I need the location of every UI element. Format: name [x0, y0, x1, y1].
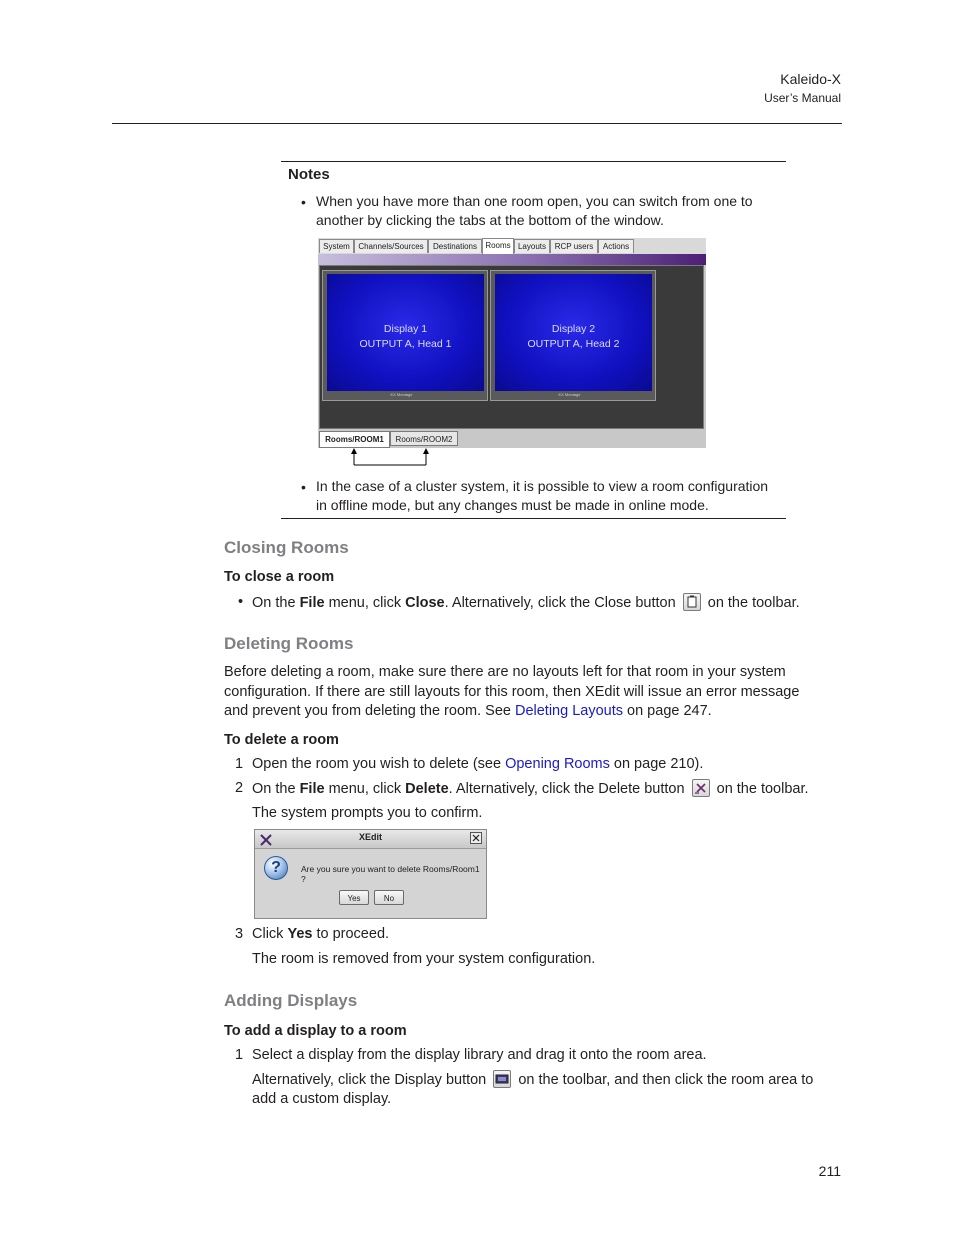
step-number: 1 — [235, 1047, 244, 1063]
notes-bullet-2-line1: In the case of a cluster system, it is possible to view a room configuration — [316, 478, 769, 494]
procedure-heading-delete-room: To delete a room — [224, 732, 339, 748]
section-heading-deleting-rooms: Deleting Rooms — [224, 634, 354, 653]
display-1-name: Display 1 — [383, 323, 428, 335]
notes-bullet-2 — [316, 477, 768, 514]
tab-rooms[interactable]: Rooms — [482, 238, 514, 254]
tab-destinations[interactable]: Destinations — [428, 239, 482, 253]
room-header-bar — [318, 254, 706, 265]
deleting-paragraph-line: configuration. If there are still layouts for this room, then XEdit will issue an error message — [224, 683, 800, 700]
delete-step-text: Click — [252, 926, 288, 942]
yes-label: Yes — [287, 926, 313, 942]
dialog-no-button[interactable]: No — [374, 890, 404, 905]
notes-bullet-1-line1: When you have more than one room open, you can switch from one to — [316, 193, 753, 209]
header-rule — [112, 123, 842, 124]
dialog-close-icon[interactable] — [470, 832, 482, 844]
deleting-paragraph-line — [224, 702, 799, 722]
deleting-paragraph-text: on page 247. — [623, 703, 712, 719]
running-header-manual: User’s Manual — [764, 91, 841, 105]
menu-file-label: File — [299, 781, 325, 797]
display-2[interactable] — [490, 270, 656, 401]
bullet-marker: • — [301, 194, 306, 210]
link-deleting-layouts[interactable]: Deleting Layouts — [514, 703, 623, 719]
tab-callout-arrows — [346, 447, 436, 469]
deleting-paragraph-text: and prevent you from deleting the room. See — [224, 703, 515, 719]
running-header-product: Kaleido-X — [780, 71, 841, 87]
section-heading-closing-rooms: Closing Rooms — [224, 538, 349, 557]
dialog-message: Are you sure you want to delete Rooms/Room1 ? — [301, 864, 480, 884]
display-1-footer: KX Montage — [390, 392, 413, 397]
display-button-icon — [493, 1070, 511, 1088]
rooms-screenshot — [318, 238, 706, 448]
add-display-text: Alternatively, click the Display button — [252, 1072, 487, 1088]
step-number: 1 — [235, 756, 244, 772]
display-2-screen — [495, 274, 652, 391]
procedure-heading-add-display: To add a display to a room — [224, 1023, 407, 1039]
notes-top-rule — [281, 161, 786, 162]
tab-room1[interactable]: Rooms/ROOM1 — [319, 431, 390, 448]
link-opening-rooms[interactable]: Opening Rooms — [505, 756, 610, 772]
delete-step-text: On the — [252, 781, 300, 797]
delete-step-2 — [252, 779, 809, 800]
display-1[interactable] — [322, 270, 488, 401]
dialog-title: XEdit — [358, 832, 382, 842]
delete-step-text: . Alternatively, click the Delete button — [448, 781, 685, 797]
delete-step-text: to proceed. — [312, 926, 390, 942]
display-2-output: OUTPUT A, Head 2 — [527, 338, 620, 350]
tab-layouts[interactable]: Layouts — [514, 239, 550, 253]
bullet-marker: • — [238, 594, 244, 610]
close-room-icon — [683, 593, 701, 611]
tab-system[interactable]: System — [319, 239, 354, 253]
delete-room-icon — [692, 779, 710, 797]
menu-close-label: Close — [405, 595, 445, 611]
delete-step-text: on the toolbar. — [716, 781, 809, 797]
close-step-text: . Alternatively, click the Close button — [444, 595, 676, 611]
display-2-name: Display 2 — [551, 323, 596, 335]
close-step-text: menu, click — [324, 595, 406, 611]
notes-title: Notes — [288, 166, 330, 183]
delete-step-1 — [252, 755, 703, 775]
close-step-text: On the — [252, 595, 300, 611]
deleting-paragraph — [224, 663, 799, 722]
delete-step-2-result: The system prompts you to confirm. — [252, 805, 483, 821]
top-tab-bar — [318, 238, 706, 254]
add-display-step-1: Select a display from the display library and drag it onto the room area. — [252, 1047, 707, 1063]
step-number: 3 — [235, 926, 244, 942]
step-number: 2 — [235, 780, 244, 796]
close-room-step — [252, 593, 800, 614]
add-display-alternative — [252, 1070, 813, 1091]
notes-bullet-1-line2: another by clicking the tabs at the bottom of the window. — [316, 212, 664, 228]
add-display-text: on the toolbar, and then click the room area to — [518, 1072, 814, 1088]
delete-step-text: on page 210). — [609, 756, 704, 772]
bottom-tab-bar — [318, 431, 706, 448]
deleting-paragraph-line: Before deleting a room, make sure there are no layouts left for that room in your system — [224, 664, 786, 680]
dialog-titlebar — [255, 830, 486, 849]
close-step-text: on the toolbar. — [707, 595, 800, 611]
confirm-delete-dialog — [254, 829, 487, 919]
page-number: 211 — [818, 1163, 841, 1179]
section-heading-adding-displays: Adding Displays — [224, 991, 358, 1010]
menu-delete-label: Delete — [405, 781, 449, 797]
delete-step-3 — [252, 925, 389, 945]
notes-bullet-2-line2: in offline mode, but any changes must be made in online mode. — [316, 496, 709, 513]
notes-bullet-1 — [316, 192, 753, 230]
procedure-heading-close-room: To close a room — [224, 569, 335, 585]
question-icon: ? — [264, 856, 288, 880]
room-area[interactable] — [319, 265, 704, 429]
add-display-alternative-line2: add a custom display. — [252, 1091, 392, 1107]
display-1-screen — [327, 274, 484, 391]
tab-rcp-users[interactable]: RCP users — [550, 239, 598, 253]
bullet-marker: • — [301, 479, 306, 495]
display-2-footer: KX Montage — [558, 392, 581, 397]
tab-actions[interactable]: Actions — [598, 239, 634, 253]
display-1-output: OUTPUT A, Head 1 — [359, 338, 452, 350]
delete-step-text: menu, click — [324, 781, 406, 797]
notes-bottom-rule — [281, 518, 786, 519]
delete-step-3-result: The room is removed from your system configuration. — [252, 951, 596, 967]
delete-step-text: Open the room you wish to delete (see — [252, 756, 506, 772]
tab-channels-sources[interactable]: Channels/Sources — [354, 239, 428, 253]
dialog-yes-button[interactable]: Yes — [339, 890, 369, 905]
menu-file-label: File — [299, 595, 325, 611]
tab-room2[interactable]: Rooms/ROOM2 — [390, 431, 458, 446]
